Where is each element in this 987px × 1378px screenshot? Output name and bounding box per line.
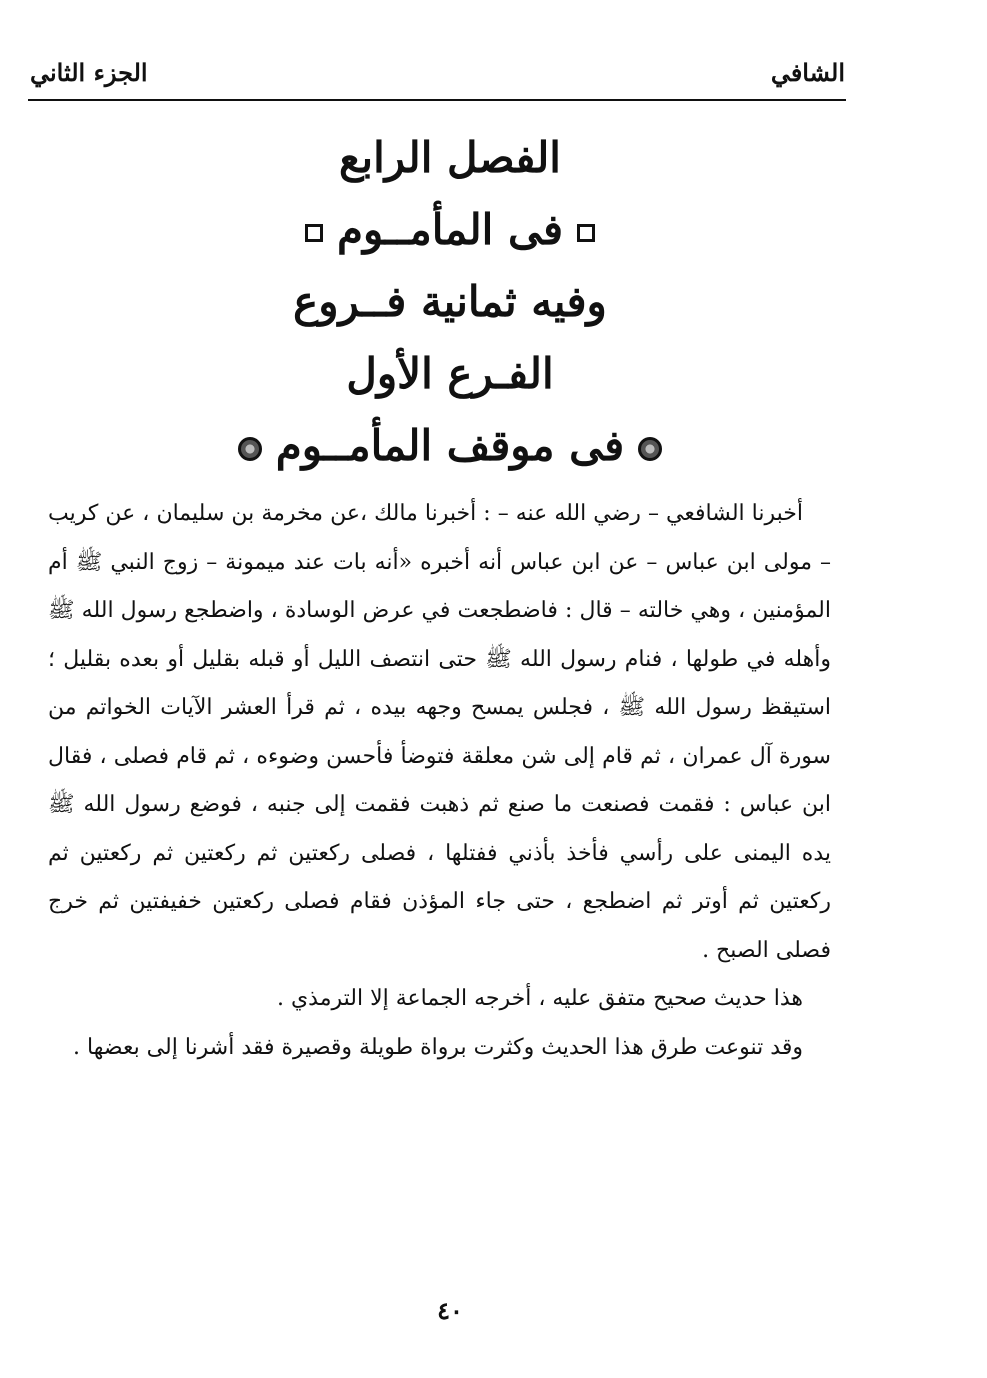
body-text	[48, 490, 831, 1072]
circle-ornament-icon	[638, 437, 662, 461]
page-number: ٤٠	[437, 1296, 463, 1325]
section-title: الفـرع الأول	[346, 349, 554, 398]
paragraph-hadith: أخبرنا الشافعي – رضي الله عنه – : أخبرنا مالك ،عن مخرمة بن سليمان ، عن كريب – مولى ابن عباس – عن ابن عباس أنه أخبره «أنه بات عند ميمونة – زوج النبي ﷺ أم المؤمنين ، وهي خالته – قال : فاضطجعت في عرض الوسادة ، واضطجع رسول الله ﷺ وأهله في طولها ، فنام رسول الله ﷺ حتى انتصف الليل أو قبله بقليل أو بعده بقليل ؛ استيقظ رسول الله ﷺ ، فجلس يمسح وجهه بيده ، ثم قرأ العشر الآيات الخواتم من سورة آل عمران ، ثم قام إلى شن معلقة فتوضأ فأحسن وضوءه ، ثم قام فصلى ، فقال ابن عباس : فقمت فصنعت ما صنع ثم ذهبت فقمت إلى جنبه ، فوضع رسول الله ﷺ يده اليمنى على رأسي فأخذ بأذني ففتلها ، فصلى ركعتين ثم ركعتين ثم ركعتين ثم ركعتين ثم أوتر ثم اضطجع ، حتى جاء المؤذن فقام فصلى ركعتين خفيفتين ثم خرج فصلى الصبح .	[48, 501, 831, 963]
book-title: الشافي	[770, 58, 845, 87]
section-subject	[0, 410, 900, 482]
circle-ornament-icon	[238, 437, 262, 461]
square-ornament-icon	[577, 224, 595, 242]
paragraph-note: وقد تنوعت طرق هذا الحديث وكثرت برواة طويلة وقصيرة فقد أشرنا إلى بعضها .	[73, 1034, 803, 1060]
section-subject-text: فى موقف المأمــوم	[275, 421, 625, 470]
chapter-subject	[0, 194, 900, 266]
chapter-headings	[0, 122, 900, 482]
square-ornament-icon	[305, 224, 323, 242]
chapter-title: الفصل الرابع	[339, 133, 561, 182]
header-rule	[28, 99, 846, 101]
paragraph-grading: هذا حديث صحيح متفق عليه ، أخرجه الجماعة إلا الترمذي .	[276, 986, 803, 1011]
chapter-subject-text: فى المأمــوم	[336, 205, 564, 254]
volume-label: الجزء الثاني	[30, 58, 148, 87]
contents-note: وفيه ثمانية فــروع	[293, 277, 607, 326]
running-header	[30, 58, 845, 98]
